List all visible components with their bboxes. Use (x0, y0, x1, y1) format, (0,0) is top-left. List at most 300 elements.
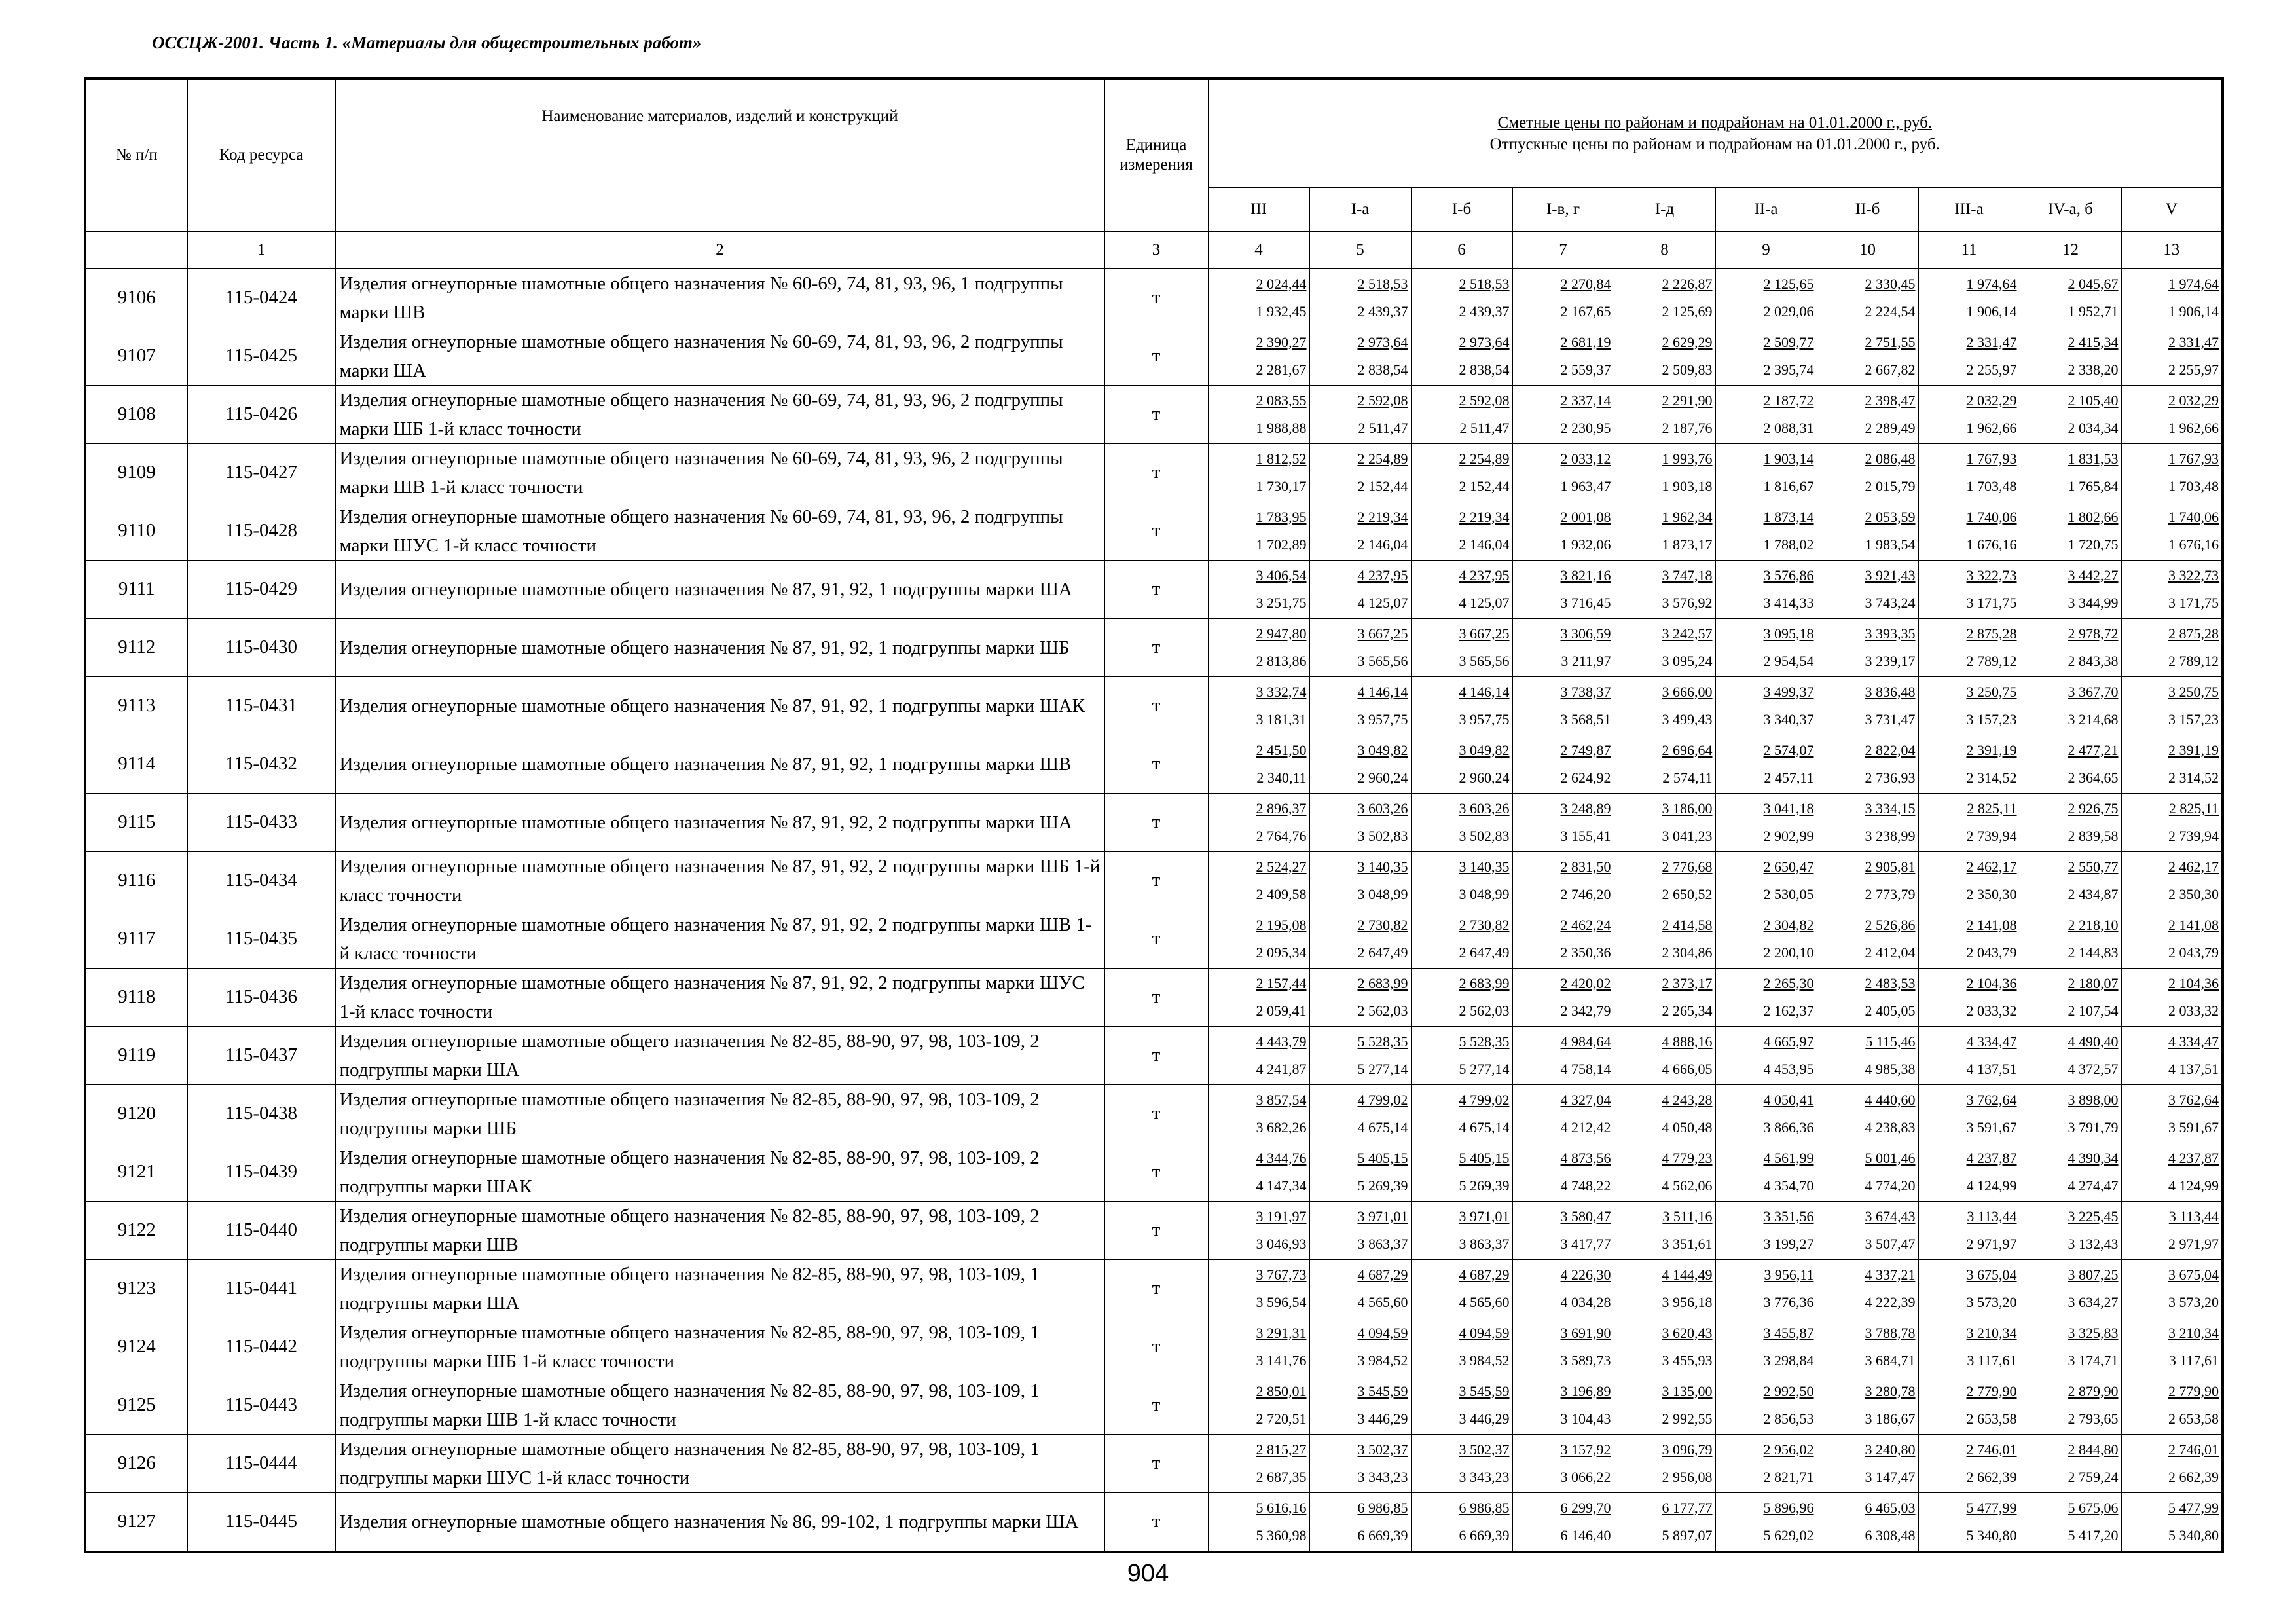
material-name-cell: Изделия огнеупорные шамотные общего назначения № 82-85, 88-90, 97, 98, 103-109, 1 подгруппы марки ШУС 1-й класс точности (335, 1434, 1104, 1492)
release-price: 1 676,16 (2168, 536, 2219, 553)
release-price: 2 167,65 (1560, 303, 1611, 320)
estimate-price: 2 331,47 (2168, 333, 2219, 350)
price-cell (1614, 968, 1715, 1026)
release-price: 1 816,67 (1763, 477, 1814, 494)
price-cell (1208, 735, 1309, 793)
resource-code-cell: 115-0428 (187, 502, 335, 560)
price-cell (2020, 676, 2121, 735)
release-price: 2 789,12 (1966, 652, 2017, 669)
table-row (85, 968, 2223, 1026)
release-price: 2 395,74 (1763, 361, 1814, 378)
price-cell (2020, 851, 2121, 910)
release-price: 4 565,60 (1357, 1293, 1408, 1310)
price-cell (1309, 1201, 1411, 1259)
estimate-price: 5 616,16 (1256, 1499, 1307, 1516)
price-cell (1208, 268, 1309, 327)
release-price: 4 124,99 (1966, 1177, 2017, 1194)
price-cell (1208, 1376, 1309, 1434)
estimate-price: 5 477,99 (2168, 1499, 2219, 1516)
estimate-price: 3 196,89 (1560, 1382, 1611, 1399)
estimate-price: 4 237,95 (1357, 566, 1408, 583)
release-price: 2 653,58 (2168, 1410, 2219, 1427)
release-price: 2 843,38 (2068, 652, 2119, 669)
estimate-price: 1 767,93 (2168, 450, 2219, 467)
release-price: 2 187,76 (1662, 419, 1713, 436)
estimate-price: 2 926,75 (2068, 800, 2119, 817)
estimate-price: 3 096,79 (1662, 1441, 1713, 1458)
estimate-price: 3 921,43 (1865, 566, 1916, 583)
estimate-price: 3 186,00 (1662, 800, 1713, 817)
price-cell (1817, 968, 1918, 1026)
price-cell (1817, 1259, 1918, 1318)
release-price: 2 662,39 (2168, 1468, 2219, 1485)
price-cell (1918, 1376, 2020, 1434)
release-price: 3 041,23 (1662, 827, 1713, 844)
estimate-price: 3 322,73 (1966, 566, 2017, 583)
price-cell (2121, 676, 2223, 735)
unit-cell: т (1104, 676, 1208, 735)
release-price: 3 199,27 (1763, 1235, 1814, 1252)
estimate-price: 4 094,59 (1459, 1324, 1510, 1341)
estimate-price: 3 667,25 (1357, 625, 1408, 642)
price-cell (1309, 443, 1411, 502)
unit-cell: т (1104, 1143, 1208, 1201)
price-cell (1309, 618, 1411, 676)
price-cell (1512, 1143, 1614, 1201)
release-price: 3 343,23 (1459, 1468, 1510, 1485)
estimate-price: 2 776,68 (1662, 858, 1713, 875)
release-price: 2 667,82 (1865, 361, 1916, 378)
price-cell (1715, 1259, 1817, 1318)
release-price: 6 669,39 (1357, 1526, 1408, 1543)
price-cell (1411, 793, 1512, 851)
estimate-price: 2 850,01 (1256, 1382, 1307, 1399)
estimate-price: 4 334,47 (2168, 1033, 2219, 1050)
resource-code-cell: 115-0440 (187, 1201, 335, 1259)
row-number-cell: 9120 (85, 1084, 187, 1143)
estimate-price: 2 683,99 (1459, 974, 1510, 991)
price-cell (1512, 1318, 1614, 1376)
estimate-price: 2 104,36 (2168, 974, 2219, 991)
estimate-price: 4 665,97 (1763, 1033, 1814, 1050)
row-number-cell: 9119 (85, 1026, 187, 1084)
table-row (85, 1143, 2223, 1201)
price-cell (2020, 443, 2121, 502)
price-cell (1715, 1318, 1817, 1376)
price-cell (1614, 618, 1715, 676)
estimate-price: 3 971,01 (1459, 1208, 1510, 1225)
release-price: 3 502,83 (1357, 827, 1408, 844)
release-price: 3 446,29 (1459, 1410, 1510, 1427)
release-price: 3 596,54 (1256, 1293, 1307, 1310)
resource-code-cell: 115-0433 (187, 793, 335, 851)
material-name-cell: Изделия огнеупорные шамотные общего назначения № 60-69, 74, 81, 93, 96, 2 подгруппы марки ШВ 1-й класс точности (335, 443, 1104, 502)
price-cell (1208, 1084, 1309, 1143)
district-header: II-б (1817, 187, 1918, 231)
estimate-price: 2 391,19 (1966, 741, 2017, 758)
district-header: II-а (1715, 187, 1817, 231)
price-cell (1411, 268, 1512, 327)
price-cell (1512, 560, 1614, 618)
release-price: 3 576,92 (1662, 594, 1713, 611)
release-price: 2 574,11 (1662, 769, 1713, 786)
estimate-price: 2 973,64 (1459, 333, 1510, 350)
estimate-price: 5 405,15 (1357, 1149, 1408, 1166)
estimate-price: 5 405,15 (1459, 1149, 1510, 1166)
release-price: 3 155,41 (1560, 827, 1611, 844)
release-price: 2 773,79 (1865, 885, 1916, 902)
unit-cell: т (1104, 1201, 1208, 1259)
release-price: 2 902,99 (1763, 827, 1814, 844)
material-name-cell: Изделия огнеупорные шамотные общего назначения № 82-85, 88-90, 97, 98, 103-109, 2 подгруппы марки ШАК (335, 1143, 1104, 1201)
estimate-price: 3 857,54 (1256, 1091, 1307, 1108)
price-cell (1208, 443, 1309, 502)
release-price: 1 962,66 (2168, 419, 2219, 436)
release-price: 3 684,71 (1865, 1352, 1916, 1369)
estimate-price: 3 113,44 (1967, 1208, 2017, 1225)
price-cell (1309, 1084, 1411, 1143)
price-cell (1411, 910, 1512, 968)
price-cell (1614, 851, 1715, 910)
unit-cell: т (1104, 443, 1208, 502)
price-cell (1715, 327, 1817, 385)
table-row (85, 560, 2223, 618)
price-cell (1918, 443, 2020, 502)
table-row (85, 735, 2223, 793)
price-cell (1411, 1376, 1512, 1434)
release-price: 3 957,75 (1357, 710, 1408, 728)
price-cell (1208, 327, 1309, 385)
price-cell (1715, 560, 1817, 618)
price-cell (2121, 327, 2223, 385)
release-price: 5 269,39 (1459, 1177, 1510, 1194)
price-cell (1411, 1259, 1512, 1318)
estimate-price: 5 896,96 (1763, 1499, 1814, 1516)
price-cell (1309, 968, 1411, 1026)
release-price: 3 591,67 (2168, 1118, 2219, 1135)
price-cell (1309, 1026, 1411, 1084)
estimate-price: 4 094,59 (1357, 1324, 1408, 1341)
estimate-price: 2 390,27 (1256, 333, 1307, 350)
release-price: 2 125,69 (1662, 303, 1713, 320)
estimate-price: 2 219,34 (1459, 508, 1510, 525)
price-cell (1715, 268, 1817, 327)
release-price: 1 765,84 (2068, 477, 2119, 494)
estimate-price: 5 001,46 (1865, 1149, 1916, 1166)
column-number: 1 (187, 231, 335, 268)
column-number: 11 (1918, 231, 2020, 268)
estimate-price: 4 984,64 (1560, 1033, 1611, 1050)
price-cell (1715, 1026, 1817, 1084)
release-price: 3 791,79 (2068, 1118, 2119, 1135)
price-cell (1918, 268, 2020, 327)
price-cell (1715, 1084, 1817, 1143)
price-cell (1614, 735, 1715, 793)
release-price: 4 125,07 (1357, 594, 1408, 611)
price-cell (1715, 1492, 1817, 1552)
release-price: 2 255,97 (2168, 361, 2219, 378)
price-cell (1512, 1492, 1614, 1552)
price-cell (1309, 385, 1411, 443)
header-row-top (85, 79, 2223, 187)
estimate-price: 2 270,84 (1560, 275, 1611, 292)
release-price: 5 897,07 (1662, 1526, 1713, 1543)
price-cell (1309, 327, 1411, 385)
release-price: 3 214,68 (2068, 710, 2119, 728)
unit-cell: т (1104, 1026, 1208, 1084)
estimate-price: 2 592,08 (1357, 392, 1408, 409)
estimate-price: 4 490,40 (2068, 1033, 2119, 1050)
estimate-price: 4 687,29 (1459, 1266, 1510, 1283)
release-price: 2 739,94 (2168, 827, 2219, 844)
release-price: 1 702,89 (1256, 536, 1307, 553)
row-number-cell: 9106 (85, 268, 187, 327)
resource-code-cell: 115-0434 (187, 851, 335, 910)
price-cell (1817, 1492, 1918, 1552)
price-cell (2020, 1143, 2121, 1201)
release-price: 1 730,17 (1256, 477, 1307, 494)
release-price: 2 662,39 (1966, 1468, 2017, 1485)
estimate-price: 6 299,70 (1560, 1499, 1611, 1516)
estimate-price: 2 032,29 (2168, 392, 2219, 409)
release-price: 2 281,67 (1256, 361, 1307, 378)
price-cell (1918, 560, 2020, 618)
release-price: 3 589,73 (1560, 1352, 1611, 1369)
release-price: 2 043,79 (2168, 944, 2219, 961)
release-price: 3 141,76 (1256, 1352, 1307, 1369)
estimate-price: 2 779,90 (2168, 1382, 2219, 1399)
estimate-price: 3 280,78 (1865, 1382, 1916, 1399)
estimate-price: 2 105,40 (2068, 392, 2119, 409)
unit-cell: т (1104, 851, 1208, 910)
release-price: 4 774,20 (1865, 1177, 1916, 1194)
price-cell (2020, 1492, 2121, 1552)
price-cell (2121, 1026, 2223, 1084)
row-number-cell: 9109 (85, 443, 187, 502)
release-price: 2 107,54 (2068, 1002, 2119, 1019)
column-number: 5 (1309, 231, 1411, 268)
estimate-price: 2 001,08 (1560, 508, 1611, 525)
price-cell (2121, 851, 2223, 910)
estimate-price: 2 414,58 (1662, 916, 1713, 933)
release-price: 2 304,86 (1662, 944, 1713, 961)
release-price: 3 104,43 (1560, 1410, 1611, 1427)
estimate-price: 5 115,46 (1865, 1033, 1916, 1050)
estimate-price: 3 113,44 (2168, 1208, 2219, 1225)
table-row (85, 793, 2223, 851)
material-name-cell: Изделия огнеупорные шамотные общего назначения № 87, 91, 92, 2 подгруппы марки ШУС 1-й класс точности (335, 968, 1104, 1026)
release-price: 6 308,48 (1865, 1526, 1916, 1543)
estimate-price: 3 325,83 (2068, 1324, 2119, 1341)
price-cell (1309, 502, 1411, 560)
price-cell (2020, 1318, 2121, 1376)
release-price: 3 343,23 (1357, 1468, 1408, 1485)
estimate-price: 2 462,17 (1966, 858, 2017, 875)
estimate-price: 3 210,34 (1966, 1324, 2017, 1341)
price-cell (1309, 910, 1411, 968)
price-cell (1918, 1259, 2020, 1318)
release-price: 3 866,36 (1763, 1118, 1814, 1135)
material-name-cell: Изделия огнеупорные шамотные общего назначения № 82-85, 88-90, 97, 98, 103-109, 2 подгруппы марки ШБ (335, 1084, 1104, 1143)
price-cell (2121, 1376, 2223, 1434)
release-price: 2 015,79 (1865, 477, 1916, 494)
price-cell (1208, 618, 1309, 676)
release-price: 2 405,05 (1865, 1002, 1916, 1019)
price-cell (1309, 676, 1411, 735)
release-price: 3 238,99 (1865, 827, 1916, 844)
estimate-price: 3 334,15 (1865, 800, 1916, 817)
estimate-price: 3 511,16 (1662, 1208, 1713, 1225)
table-row (85, 851, 2223, 910)
estimate-price: 1 767,93 (1966, 450, 2017, 467)
release-price: 2 789,12 (2168, 652, 2219, 669)
price-cell (1817, 910, 1918, 968)
price-cell (1309, 1259, 1411, 1318)
estimate-price: 5 477,99 (1966, 1499, 2017, 1516)
release-price: 3 117,61 (1967, 1352, 2017, 1369)
price-cell (2121, 968, 2223, 1026)
release-price: 2 624,92 (1560, 769, 1611, 786)
estimate-price: 3 738,37 (1560, 683, 1611, 700)
estimate-price: 3 095,18 (1763, 625, 1814, 642)
price-cell (1411, 1492, 1512, 1552)
release-price: 2 350,30 (1966, 885, 2017, 902)
estimate-price: 3 049,82 (1357, 741, 1408, 758)
release-price: 2 439,37 (1459, 303, 1510, 320)
release-price: 2 350,36 (1560, 944, 1611, 961)
page-number: 904 (1127, 1560, 1169, 1587)
release-price: 2 146,04 (1459, 536, 1510, 553)
estimate-price: 2 337,14 (1560, 392, 1611, 409)
estimate-price: 2 086,48 (1865, 450, 1916, 467)
estimate-price: 2 696,64 (1662, 741, 1713, 758)
price-cell (1817, 327, 1918, 385)
estimate-price: 4 390,34 (2068, 1149, 2119, 1166)
estimate-price: 4 146,14 (1459, 683, 1510, 700)
estimate-price: 4 327,04 (1560, 1091, 1611, 1108)
release-price: 3 682,26 (1256, 1118, 1307, 1135)
price-cell (1411, 327, 1512, 385)
estimate-price: 2 822,04 (1865, 741, 1916, 758)
release-price: 2 971,97 (2168, 1235, 2219, 1252)
document-header: ОССЦЖ-2001. Часть 1. «Материалы для общестроительных работ» (152, 33, 702, 52)
estimate-price: 2 550,77 (2068, 858, 2119, 875)
row-number-cell: 9112 (85, 618, 187, 676)
resource-code-cell: 115-0429 (187, 560, 335, 618)
estimate-price: 2 391,19 (2168, 741, 2219, 758)
release-price: 3 984,52 (1357, 1352, 1408, 1369)
release-price: 3 565,56 (1459, 652, 1510, 669)
price-cell (1918, 1201, 2020, 1259)
release-price: 4 985,38 (1865, 1060, 1916, 1077)
unit-cell: т (1104, 1318, 1208, 1376)
estimate-price: 3 675,04 (1966, 1266, 2017, 1283)
column-number: 7 (1512, 231, 1614, 268)
row-number-cell: 9111 (85, 560, 187, 618)
estimate-price: 4 337,21 (1865, 1266, 1916, 1283)
estimate-price: 3 306,59 (1560, 625, 1611, 642)
estimate-price: 1 802,66 (2068, 508, 2119, 525)
estimate-price: 3 322,73 (2168, 566, 2219, 583)
release-price: 2 340,11 (1256, 769, 1307, 786)
release-price: 3 046,93 (1256, 1235, 1307, 1252)
estimate-price: 2 875,28 (2168, 625, 2219, 642)
estimate-price: 4 243,28 (1662, 1091, 1713, 1108)
estimate-price: 3 603,26 (1459, 800, 1510, 817)
material-name-cell: Изделия огнеупорные шамотные общего назначения № 87, 91, 92, 1 подгруппы марки ШВ (335, 735, 1104, 793)
price-table (84, 77, 2224, 1553)
estimate-price: 2 187,72 (1763, 392, 1814, 409)
price-cell (1715, 851, 1817, 910)
estimate-price: 2 779,90 (1966, 1382, 2017, 1399)
release-price: 3 132,43 (2068, 1235, 2119, 1252)
price-cell (2020, 327, 2121, 385)
price-cell (1309, 1318, 1411, 1376)
estimate-price: 2 195,08 (1256, 916, 1307, 933)
price-cell (1512, 1376, 1614, 1434)
price-cell (2020, 618, 2121, 676)
estimate-price: 4 334,47 (1966, 1033, 2017, 1050)
district-header: I-а (1309, 187, 1411, 231)
estimate-price: 2 681,19 (1560, 333, 1611, 350)
unit-cell: т (1104, 385, 1208, 443)
release-price: 3 174,71 (2068, 1352, 2119, 1369)
price-cell (1411, 1434, 1512, 1492)
release-price: 2 289,49 (1865, 419, 1916, 436)
price-cell (1817, 1143, 1918, 1201)
release-price: 1 720,75 (2068, 536, 2119, 553)
price-cell (1208, 851, 1309, 910)
release-price: 1 932,45 (1256, 303, 1307, 320)
release-price: 4 125,07 (1459, 594, 1510, 611)
estimate-price: 2 518,53 (1357, 275, 1408, 292)
column-number: 9 (1715, 231, 1817, 268)
estimate-price: 3 502,37 (1459, 1441, 1510, 1458)
estimate-price: 3 675,04 (2168, 1266, 2219, 1283)
resource-code-cell: 115-0431 (187, 676, 335, 735)
table-row (85, 1492, 2223, 1552)
price-cell (1817, 1318, 1918, 1376)
release-price: 3 414,33 (1763, 594, 1814, 611)
estimate-price: 3 499,37 (1763, 683, 1814, 700)
price-cell (1208, 968, 1309, 1026)
release-price: 2 647,49 (1459, 944, 1510, 961)
resource-code-cell: 115-0436 (187, 968, 335, 1026)
price-cell (2020, 1259, 2121, 1318)
price-cell (1918, 1143, 2020, 1201)
release-price: 2 314,52 (2168, 769, 2219, 786)
table-row (85, 1026, 2223, 1084)
release-price: 4 238,83 (1865, 1118, 1916, 1135)
price-cell (1614, 560, 1715, 618)
table-row (85, 502, 2223, 560)
release-price: 2 687,35 (1256, 1468, 1307, 1485)
release-price: 4 137,51 (1966, 1060, 2017, 1077)
price-cell (1918, 851, 2020, 910)
release-price: 4 354,70 (1763, 1177, 1814, 1194)
estimate-price: 3 242,57 (1662, 625, 1713, 642)
price-cell (2121, 793, 2223, 851)
price-cell (2020, 735, 2121, 793)
estimate-price: 6 986,85 (1357, 1499, 1408, 1516)
release-price: 5 340,80 (1966, 1526, 2017, 1543)
price-cell (1309, 1492, 1411, 1552)
release-price: 3 251,75 (1256, 594, 1307, 611)
column-number: 8 (1614, 231, 1715, 268)
header-resource-code: Код ресурса (187, 79, 335, 231)
release-price: 4 147,34 (1256, 1177, 1307, 1194)
column-number: 4 (1208, 231, 1309, 268)
